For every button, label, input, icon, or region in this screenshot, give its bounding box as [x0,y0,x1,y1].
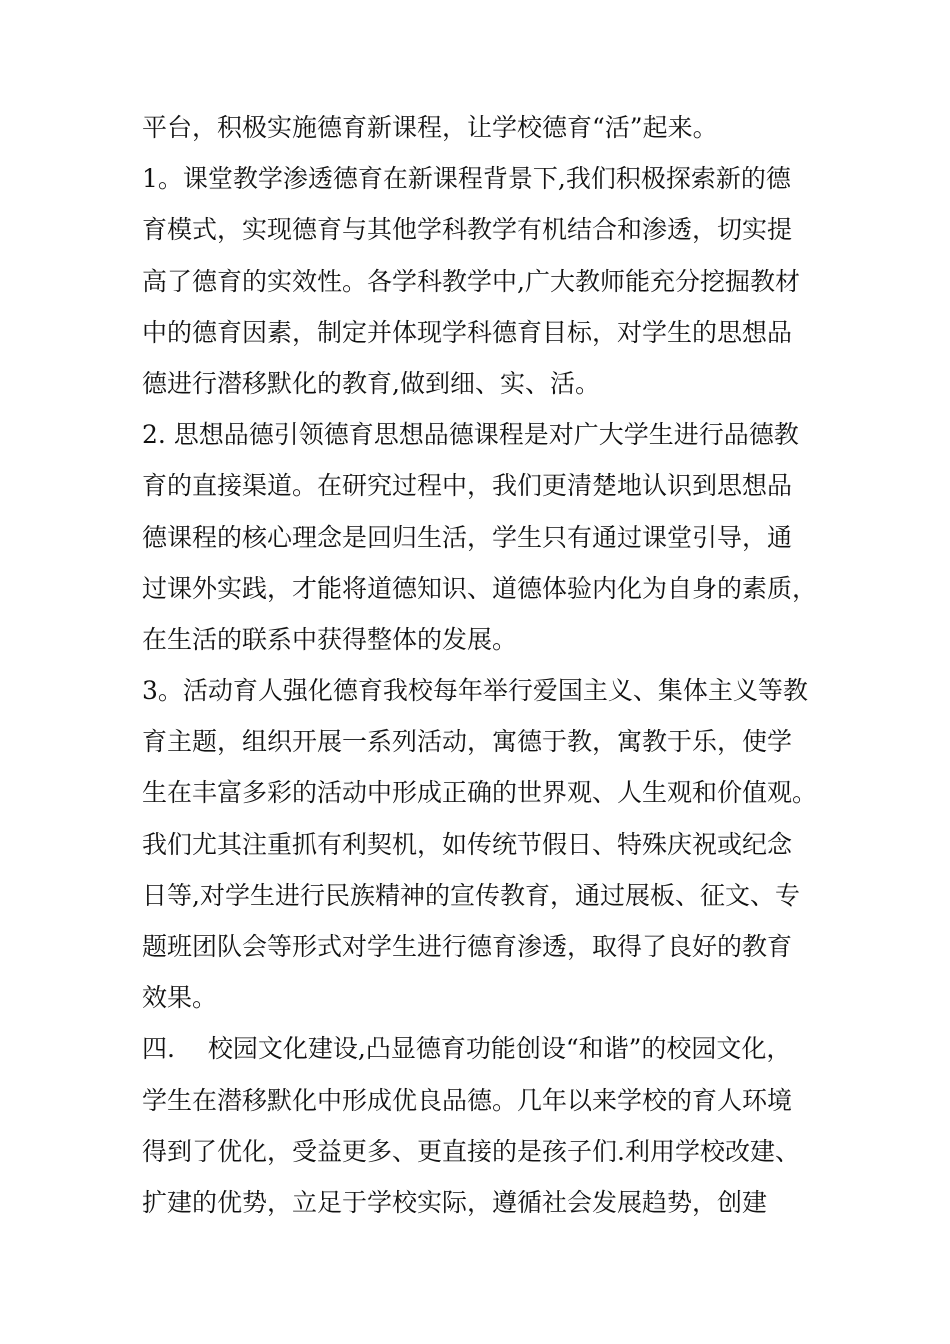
text-line: 育的直接渠道。在研究过程中，我们更清楚地认识到思想品 [142,471,793,501]
text-line: 高了德育的实效性。各学科教学中,广大教师能充分挖掘教材 [142,266,800,296]
text-line: 得到了优化，受益更多、更直接的是孩子们.利用学校改建、 [142,1136,800,1166]
text-line: 德课程的核心理念是回归生活，学生只有通过课堂引导，通 [142,522,793,552]
text-line: 生在丰富多彩的活动中形成正确的世界观、人生观和价值观。 [142,778,818,808]
text-line: 学生在潜移默化中形成优良品德。几年以来学校的育人环境 [142,1085,793,1115]
text-line: 四. 校园文化建设,凸显德育功能创设“和谐”的校园文化， [142,1034,792,1064]
text-line: 1。课堂教学渗透德育在新课程背景下,我们积极探索新的德 [142,164,791,194]
text-line: 中的德育因素，制定并体现学科德育目标，对学生的思想品 [142,317,793,347]
text-line: 育主题，组织开展一系列活动，寓德于教，寓教于乐，使学 [142,727,793,757]
text-line: 2. 思想品德引领德育思想品德课程是对广大学生进行品德教 [142,420,799,450]
text-line: 在生活的联系中获得整体的发展。 [142,624,518,654]
text-line: 题班团队会等形式对学生进行德育渗透，取得了良好的教育 [142,932,793,961]
body-text [142,102,842,1228]
text-line: 育模式，实现德育与其他学科教学有机结合和渗透，切实提 [142,215,793,245]
text-line: 我们尤其注重抓有利契机，如传统节假日、特殊庆祝或纪念 [142,829,793,859]
text-line: 德进行潜移默化的教育,做到细、实、活。 [142,368,600,398]
text-line: 过课外实践，才能将道德知识、道德体验内化为自身的素质， [142,573,818,603]
text-line: 平台，积极实施德育新课程，让学校德育“活”起来。 [142,113,718,142]
text-line: 3。活动育人强化德育我校每年举行爱国主义、集体主义等教 [142,676,808,706]
text-line: 扩建的优势，立足于学校实际，遵循社会发展趋势，创建 [142,1187,768,1217]
text-line: 效果。 [142,983,218,1013]
text-line: 日等,对学生进行民族精神的宣传教育，通过展板、征文、专 [142,880,800,910]
